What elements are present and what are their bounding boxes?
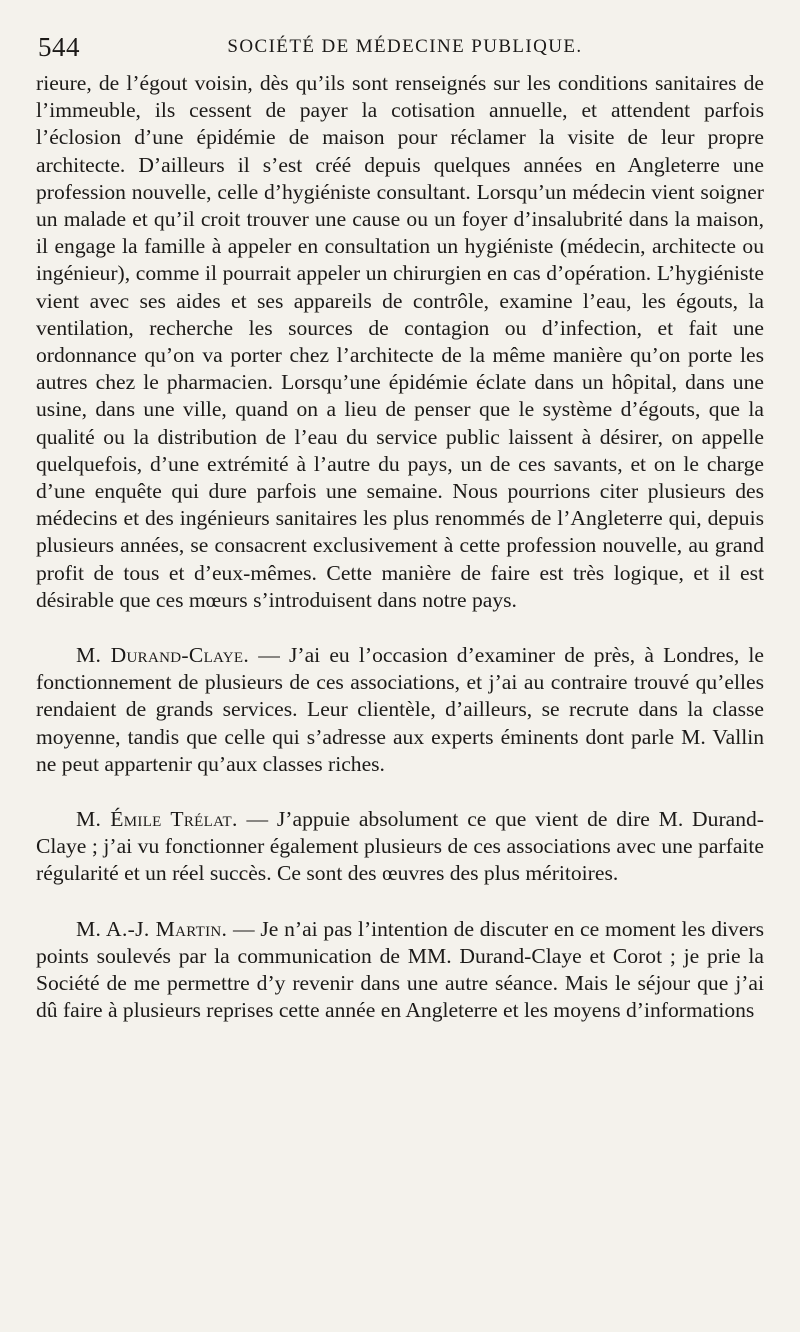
body-text [36, 70, 764, 1025]
speaker-name: M. Durand-Claye. [76, 643, 250, 668]
paragraph-text: — J’appuie absolument ce que vient de dire M. Durand-Claye ; j’ai vu fonctionner également plusieurs de ces associations avec une parfaite régularité et un réel succès. Ce sont des œuvres des plus méritoires. [36, 807, 764, 886]
page-number: 544 [38, 32, 80, 62]
speaker-name: M. A.-J. Martin. [76, 916, 228, 941]
paragraph-durand-claye [36, 642, 764, 778]
paragraph-trelat [36, 806, 764, 888]
running-title: SOCIÉTÉ DE MÉDECINE PUBLIQUE. [227, 36, 583, 57]
page-header [36, 28, 764, 68]
paragraph-text: rieure, de l’égout voisin, dès qu’ils sont renseignés sur les conditions sanitaires de l’immeuble, ils cessent de payer la cotisation annuelle, et attendent parfois l’éclosion d’une épidémie de maison pour réclamer la visite de leur propre architecte. D’ailleurs il s’est créé depuis quelques années en Angleterre une profession nouvelle, celle d’hygiéniste consultant. Lorsqu’un médecin vient soigner un malade et qu’il croit trouver une cause ou un foyer d’insalubrité dans la maison, il engage la famille à appeler en consultation un hygiéniste (médecin, architecte ou ingénieur), comme il pourrait appeler un chirurgien en cas d’opération. L’hygiéniste vient avec ses aides et ses appareils de contrôle, examine l’eau, les égouts, la ventilation, recherche les sources de contagion ou d’infection, et fait une ordonnance qu’on va porter chez l’architecte de la même manière qu’on porte les autres chez le pharmacien. Lorsqu’une épidémie éclate dans un hôpital, dans une usine, dans une ville, quand on a lieu de penser que le système d’égouts, que la qualité ou la distribution de l’eau du service public laissent à désirer, on appelle quelquefois, d’une extrémité à l’autre du pays, un de ces savants, et on le charge d’une enquête qui dure parfois une semaine. Nous pourrions citer plusieurs des médecins et des ingénieurs sanitaires les plus renommés de l’Angleterre qui, depuis plusieurs années, se consacrent exclusivement à cette profession nouvelle, au grand profit de tous et d’eux-mêmes. Cette manière de faire est très logique, et il est désirable que ces mœurs s’introduisent dans notre pays. [36, 71, 764, 612]
paragraph-text: — Je n’ai pas l’intention de discuter en ce moment les divers points soulevés par la communication de MM. Durand-Claye et Corot ; je prie la Société de me permettre d’y revenir dans une autre séance. Mais le séjour que j’ai dû faire à plusieurs reprises cette année en Angleterre et les moyens d’informations [36, 916, 765, 1023]
paragraph-continuation [36, 70, 764, 614]
speaker-name: M. Émile Trélat. [76, 807, 238, 832]
paragraph-martin [36, 916, 764, 1025]
paragraph-text: — J’ai eu l’occasion d’examiner de près, à Londres, le fonctionnement de plusieurs de ces associations, et j’ai au contraire trouvé qu’elles rendaient de grands services. Leur clientèle, d’ailleurs, se recrute dans la classe moyenne, tandis que celle qui s’adresse aux experts éminents dont parle M. Vallin ne peut appartenir qu’aux classes riches. [36, 643, 764, 776]
